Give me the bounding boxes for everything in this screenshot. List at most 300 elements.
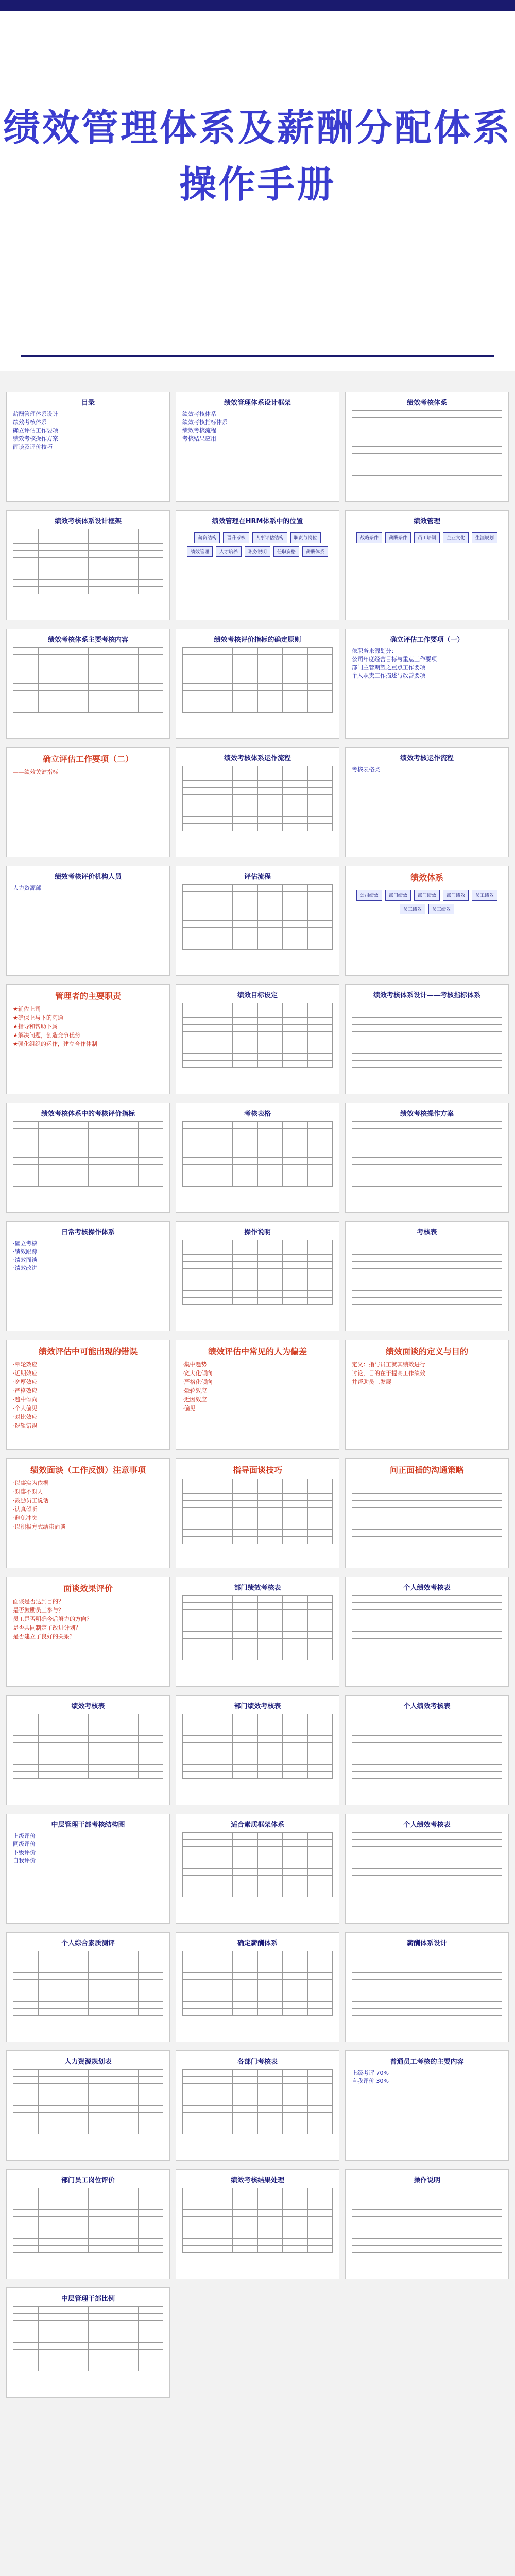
table-cell <box>283 781 308 788</box>
table-cell <box>13 1980 39 1987</box>
table-cell <box>477 1150 502 1158</box>
table-cell <box>208 1283 233 1291</box>
slide-table-graphic <box>182 1240 333 1305</box>
table-cell <box>307 1494 333 1501</box>
table-cell <box>88 2195 113 2202</box>
table-cell <box>427 1987 452 1994</box>
table-cell <box>183 1624 208 1632</box>
table-cell <box>88 2231 113 2239</box>
table-cell <box>258 1994 283 2002</box>
table-cell <box>283 1617 308 1624</box>
table-cell <box>13 1958 39 1965</box>
table-cell <box>183 648 208 655</box>
table-cell <box>183 1054 208 1061</box>
cover-title-line1: 绩效管理体系及薪酬分配体系 <box>3 106 512 149</box>
table-cell <box>233 2106 258 2113</box>
table-cell <box>13 1158 39 1165</box>
table-cell <box>377 1501 402 1508</box>
table-cell <box>402 1283 427 1291</box>
table-cell <box>13 655 39 662</box>
table-cell <box>283 1515 308 1522</box>
table-cell <box>377 2217 402 2224</box>
table-cell <box>377 1973 402 1980</box>
slide-text-line: ·近期效应 <box>13 1370 38 1377</box>
table-cell <box>258 788 283 795</box>
table-cell <box>63 2070 89 2077</box>
table-cell <box>63 1958 89 1965</box>
table-cell <box>208 1039 233 1046</box>
table-cell <box>477 1515 502 1522</box>
table-cell <box>113 1973 139 1980</box>
table-cell <box>233 1061 258 1068</box>
table-cell <box>13 2113 39 2120</box>
table-cell <box>427 1847 452 1854</box>
table-cell <box>402 2239 427 2246</box>
table-cell <box>138 536 163 544</box>
table-cell <box>258 1122 283 1129</box>
table-cell <box>183 2120 208 2127</box>
table-cell <box>427 1276 452 1283</box>
table-cell <box>427 1624 452 1632</box>
table-cell <box>427 411 452 418</box>
table-cell <box>183 1603 208 1610</box>
table-cell <box>233 899 258 906</box>
table-cell <box>13 2188 39 2195</box>
table-cell <box>183 1869 208 1876</box>
table-cell <box>138 684 163 691</box>
table-cell <box>307 1624 333 1632</box>
table-cell <box>427 2224 452 2231</box>
table-cell <box>208 1876 233 1883</box>
table-cell <box>208 1987 233 1994</box>
table-cell <box>283 1653 308 1660</box>
table-cell <box>377 1158 402 1165</box>
slide-table-graphic <box>352 1003 502 1068</box>
table-cell <box>13 2224 39 2231</box>
table-cell <box>183 1136 208 1143</box>
table-cell <box>208 1158 233 1165</box>
table-cell <box>38 1965 63 1973</box>
table-cell <box>138 669 163 676</box>
table-cell <box>402 1639 427 1646</box>
table-cell <box>477 1603 502 1610</box>
table-cell <box>283 1479 308 1486</box>
table-cell <box>307 662 333 669</box>
table-cell <box>352 1646 377 1653</box>
table-cell <box>283 1129 308 1136</box>
table-cell <box>208 1136 233 1143</box>
table-cell <box>377 1508 402 1515</box>
slide-thumbnail <box>176 1814 339 1924</box>
table-cell <box>283 1596 308 1603</box>
table-cell <box>452 1508 477 1515</box>
table-cell <box>258 1646 283 1653</box>
table-cell <box>307 1054 333 1061</box>
table-cell <box>427 1890 452 1897</box>
slide-thumbnail <box>345 747 509 857</box>
table-cell <box>113 1987 139 1994</box>
table-cell <box>352 1143 377 1150</box>
table-cell <box>307 705 333 713</box>
slide-thumbnail <box>6 629 170 739</box>
table-cell <box>233 1010 258 1018</box>
slide-title: 绩效体系 <box>410 873 443 883</box>
table-cell <box>452 1883 477 1890</box>
slide-text-line: ·严格效应 <box>13 1387 38 1394</box>
table-cell <box>452 425 477 432</box>
table-cell <box>402 1255 427 1262</box>
table-cell <box>477 1743 502 1750</box>
table-cell <box>377 1269 402 1276</box>
table-cell <box>377 2188 402 2195</box>
table-cell <box>233 766 258 773</box>
table-cell <box>233 2070 258 2077</box>
table-cell <box>233 1298 258 1305</box>
table-cell <box>402 468 427 476</box>
table-cell <box>352 1772 377 1779</box>
table-cell <box>208 1890 233 1897</box>
table-cell <box>427 1653 452 1660</box>
table-cell <box>183 1750 208 1757</box>
table-cell <box>208 773 233 781</box>
table-cell <box>63 1965 89 1973</box>
table-cell <box>377 1833 402 1840</box>
slide-thumbnail <box>6 866 170 976</box>
diagram-box: 职责与岗位 <box>290 532 321 543</box>
table-cell <box>427 432 452 439</box>
table-cell <box>233 2009 258 2016</box>
table-cell <box>283 2202 308 2210</box>
table-cell <box>402 1172 427 1179</box>
table-cell <box>452 1833 477 1840</box>
table-cell <box>452 2231 477 2239</box>
table-cell <box>258 2127 283 2134</box>
table-cell <box>13 2357 39 2364</box>
table-cell <box>258 1653 283 1660</box>
table-cell <box>307 1951 333 1958</box>
table-cell <box>208 1054 233 1061</box>
table-cell <box>63 1728 89 1736</box>
table-cell <box>258 1596 283 1603</box>
table-cell <box>452 1172 477 1179</box>
table-cell <box>63 2084 89 2091</box>
table-cell <box>138 1172 163 1179</box>
table-cell <box>233 2224 258 2231</box>
slide-thumbnail <box>176 1932 339 2042</box>
table-cell <box>307 1501 333 1508</box>
table-cell <box>283 1965 308 1973</box>
table-cell <box>138 1994 163 2002</box>
table-cell <box>233 1603 258 1610</box>
table-cell <box>233 1757 258 1765</box>
diagram-box: 员工培训 <box>414 532 440 543</box>
table-cell <box>38 1721 63 1728</box>
table-cell <box>283 2113 308 2120</box>
table-cell <box>377 1876 402 1883</box>
table-cell <box>258 1714 283 1721</box>
table-cell <box>113 1129 139 1136</box>
table-cell <box>258 1883 283 1890</box>
table-cell <box>113 2246 139 2253</box>
table-cell <box>283 809 308 817</box>
table-cell <box>13 2239 39 2246</box>
table-cell <box>402 1624 427 1632</box>
table-cell <box>352 1980 377 1987</box>
table-cell <box>13 1965 39 1973</box>
table-cell <box>88 1172 113 1179</box>
table-cell <box>233 1951 258 1958</box>
table-cell <box>208 2070 233 2077</box>
table-cell <box>38 1994 63 2002</box>
table-cell <box>477 1172 502 1179</box>
table-cell <box>183 1515 208 1522</box>
table-cell <box>63 572 89 580</box>
table-cell <box>283 2246 308 2253</box>
table-cell <box>477 1247 502 1255</box>
table-cell <box>377 1847 402 1854</box>
table-cell <box>208 942 233 950</box>
table-cell <box>183 892 208 899</box>
table-cell <box>233 935 258 942</box>
table-cell <box>233 942 258 950</box>
table-cell <box>307 1530 333 1537</box>
table-cell <box>477 2210 502 2217</box>
table-cell <box>258 2120 283 2127</box>
table-cell <box>88 2070 113 2077</box>
slide-title: 绩效考核体系设计框架 <box>54 518 122 526</box>
table-cell <box>307 2009 333 2016</box>
slide-thumbnail <box>6 1932 170 2042</box>
diagram-box: 生涯规划 <box>472 532 497 543</box>
table-cell <box>427 1247 452 1255</box>
table-cell <box>208 1240 233 1247</box>
table-cell <box>477 2231 502 2239</box>
table-cell <box>352 2246 377 2253</box>
table-cell <box>402 1833 427 1840</box>
table-cell <box>183 2002 208 2009</box>
table-cell <box>233 817 258 824</box>
table-cell <box>477 1721 502 1728</box>
table-cell <box>402 1743 427 1750</box>
table-cell <box>63 1772 89 1779</box>
table-cell <box>377 1179 402 1187</box>
table-cell <box>208 1143 233 1150</box>
slide-table-graphic <box>182 1595 333 1660</box>
table-cell <box>208 1965 233 1973</box>
table-cell <box>233 2188 258 2195</box>
table-cell <box>183 1530 208 1537</box>
table-cell <box>377 1840 402 1847</box>
table-cell <box>427 1603 452 1610</box>
table-cell <box>477 411 502 418</box>
slide-text-line: 讨论，目的在于提高工作绩效 <box>352 1370 425 1377</box>
table-cell <box>233 1653 258 1660</box>
table-cell <box>258 2091 283 2098</box>
table-cell <box>283 2224 308 2231</box>
slide-text-line: ·确立考核 <box>13 1240 38 1247</box>
table-cell <box>477 1501 502 1508</box>
table-cell <box>88 2091 113 2098</box>
table-cell <box>402 2009 427 2016</box>
table-cell <box>138 1980 163 1987</box>
slide-text-line: ★辅佐上司 <box>13 1006 41 1012</box>
table-cell <box>183 2231 208 2239</box>
slide-thumbnail <box>176 2169 339 2279</box>
table-cell <box>38 662 63 669</box>
table-cell <box>377 1772 402 1779</box>
table-cell <box>352 1003 377 1010</box>
table-cell <box>88 2009 113 2016</box>
table-cell <box>138 2127 163 2134</box>
table-cell <box>138 1136 163 1143</box>
table-cell <box>402 1479 427 1486</box>
table-cell <box>283 935 308 942</box>
table-cell <box>88 1122 113 1129</box>
table-cell <box>138 2231 163 2239</box>
table-cell <box>38 1736 63 1743</box>
table-cell <box>138 655 163 662</box>
slide-text-line: 个人职责工作描述与改善要项 <box>352 672 425 679</box>
table-cell <box>13 1122 39 1129</box>
table-cell <box>258 795 283 802</box>
table-cell <box>183 1714 208 1721</box>
table-cell <box>88 2343 113 2350</box>
table-cell <box>183 1876 208 1883</box>
table-cell <box>138 587 163 594</box>
table-cell <box>183 1646 208 1653</box>
table-cell <box>352 1965 377 1973</box>
table-cell <box>307 1158 333 1165</box>
table-cell <box>402 2217 427 2224</box>
table-cell <box>138 1165 163 1172</box>
table-cell <box>183 1965 208 1973</box>
table-cell <box>452 1165 477 1172</box>
table-cell <box>307 1840 333 1847</box>
table-cell <box>88 551 113 558</box>
table-cell <box>183 676 208 684</box>
table-cell <box>352 1172 377 1179</box>
table-cell <box>88 2307 113 2314</box>
table-cell <box>402 1018 427 1025</box>
table-cell <box>477 1958 502 1965</box>
slide-title: 部门绩效考核表 <box>234 1703 281 1710</box>
table-cell <box>113 2113 139 2120</box>
table-cell <box>38 705 63 713</box>
table-cell <box>258 2246 283 2253</box>
slide-title: 个人绩效考核表 <box>403 1584 451 1592</box>
table-cell <box>283 1714 308 1721</box>
table-cell <box>88 1179 113 1187</box>
table-cell <box>208 1298 233 1305</box>
table-cell <box>402 1508 427 1515</box>
table-cell <box>452 1522 477 1530</box>
table-cell <box>402 1596 427 1603</box>
table-cell <box>283 1840 308 1847</box>
table-cell <box>258 942 283 950</box>
table-cell <box>13 1728 39 1736</box>
table-cell <box>307 1003 333 1010</box>
table-cell <box>283 1632 308 1639</box>
table-cell <box>88 1165 113 1172</box>
table-cell <box>258 1624 283 1632</box>
slide-text-line: ★确保上与下的沟通 <box>13 1014 63 1021</box>
table-cell <box>452 1003 477 1010</box>
slide-text-line: 是否建立了良好的关系？ <box>13 1633 75 1640</box>
table-cell <box>283 928 308 935</box>
table-cell <box>258 1973 283 1980</box>
table-cell <box>38 2091 63 2098</box>
table-cell <box>183 1247 208 1255</box>
slide-thumbnail <box>345 1221 509 1331</box>
table-cell <box>63 1994 89 2002</box>
table-cell <box>258 2009 283 2016</box>
cover-top-bar <box>0 0 515 11</box>
table-cell <box>258 1054 283 1061</box>
table-cell <box>427 2217 452 2224</box>
table-cell <box>377 2210 402 2217</box>
table-cell <box>233 2120 258 2127</box>
table-cell <box>452 1750 477 1757</box>
table-cell <box>352 1736 377 1743</box>
table-cell <box>208 1291 233 1298</box>
table-cell <box>402 1530 427 1537</box>
table-cell <box>307 2195 333 2202</box>
table-cell <box>377 439 402 447</box>
table-cell <box>452 1143 477 1150</box>
table-cell <box>452 1018 477 1025</box>
table-cell <box>307 1596 333 1603</box>
slide-text-line: ·个人偏见 <box>13 1405 38 1412</box>
table-cell <box>283 1039 308 1046</box>
table-cell <box>233 1179 258 1187</box>
table-cell <box>233 1537 258 1544</box>
table-cell <box>352 1890 377 1897</box>
table-cell <box>88 2120 113 2127</box>
table-cell <box>13 2009 39 2016</box>
table-cell <box>307 648 333 655</box>
table-cell <box>258 809 283 817</box>
table-cell <box>402 1869 427 1876</box>
table-cell <box>477 1869 502 1876</box>
table-cell <box>208 817 233 824</box>
table-cell <box>377 1018 402 1025</box>
table-cell <box>233 2002 258 2009</box>
table-cell <box>352 1632 377 1639</box>
table-cell <box>352 1617 377 1624</box>
table-cell <box>258 1639 283 1646</box>
table-cell <box>63 2321 89 2328</box>
table-cell <box>283 705 308 713</box>
table-cell <box>352 1624 377 1632</box>
table-cell <box>208 1032 233 1039</box>
table-cell <box>352 1298 377 1305</box>
table-cell <box>183 1639 208 1646</box>
table-cell <box>377 1632 402 1639</box>
table-cell <box>258 1958 283 1965</box>
table-cell <box>452 468 477 476</box>
table-cell <box>402 1750 427 1757</box>
table-cell <box>233 788 258 795</box>
slide-table-graphic <box>13 647 163 713</box>
table-cell <box>13 2120 39 2127</box>
table-cell <box>63 662 89 669</box>
table-cell <box>183 885 208 892</box>
table-cell <box>233 1172 258 1179</box>
slide-title: 操作说明 <box>244 1229 271 1236</box>
table-cell <box>283 1494 308 1501</box>
table-cell <box>427 2246 452 2253</box>
table-cell <box>63 2217 89 2224</box>
